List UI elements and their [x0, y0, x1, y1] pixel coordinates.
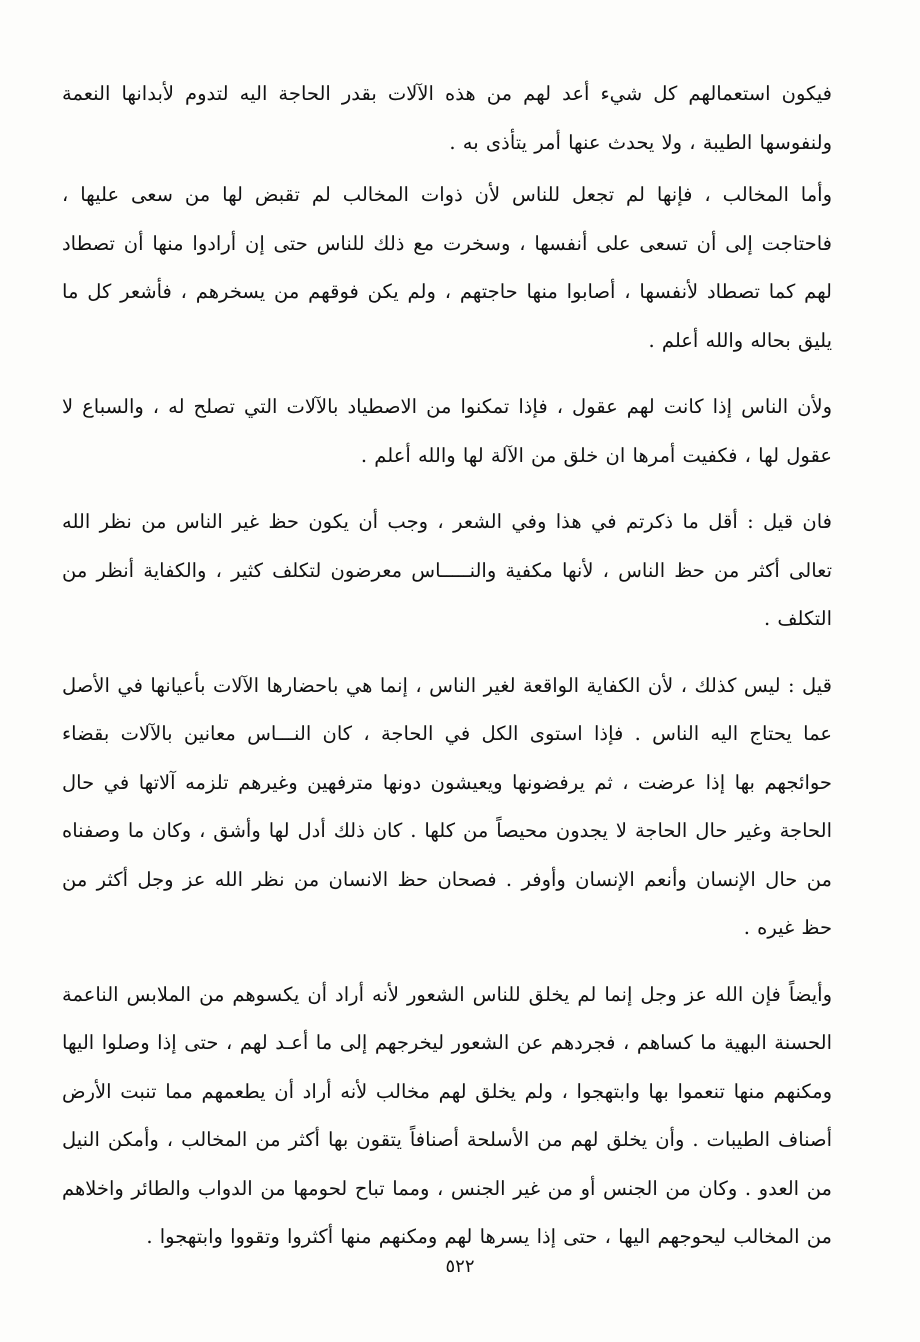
- paragraph-reply: قيل : ليس كذلك ، لأن الكفاية الواقعة لغير الناس ، إنما هي باحضارها الآلات بأعيانها في الأصل عما يحتاج اليه الناس . فإذا استوى الكل في الحاجة ، كان النـــاس معانين بالآلات بقضاء حوائجهم بها إذا عرضت ، ثم يرفضونها ويعيشون دونها مترفهين وغيرهم تلزمه آلاتها في حال الحاجة وغير حال الحاجة لا يجدون محيصاً من كلها . كان ذلك أدل لها وأشق ، وكان ما وصفناه من حال الإنسان وأنعم الإنسان وأوفر . فصحان حظ الانسان من نظر الله عز وجل أكثر من حظ غيره .: [62, 673, 832, 939]
- paragraph-objection: فان قيل : أقل ما ذكرتم في هذا وفي الشعر ، وجب أن يكون حظ غير الناس من نظر الله تعالى أكثر من حظ الناس ، لأنها مكفية والنـــــاس معرضون لتكلف كثير ، والكفاية أنظر من التكلف .: [62, 510, 832, 630]
- page-number: ٥٢٢: [445, 1256, 475, 1277]
- paragraph-furthermore: وأيضاً فإن الله عز وجل إنما لم يخلق للناس الشعور لأنه أراد أن يكسوهم من الملابس الناعمة الحسنة البهية ما كساهم ، فجردهم عن الشعور ليخرجهم إلى ما أعـد لهم ، حتى إذا وصلوا اليها ومكنهم منها تنعموا بها وابتهجوا ، ولم يخلق لهم مخالب لأنه أراد أن يطعمهم مما تنبت الأرض أصناف الطيبات . وأن يخلق لهم من الأسلحة أصنافاً يتقون بها أكثر من المخالب ، وأمكن النيل من العدو . وكان من الجنس أو من غير الجنس ، ومما تباح لحومها من الدواب والطائر واخلاهم من المخالب ليحوجهم اليها ، حتى إذا يسرها لهم ومكنهم منها أكثروا وتقووا وابتهجوا .: [62, 982, 832, 1248]
- paragraph-claws: وأما المخالب ، فإنها لم تجعل للناس لأن ذوات المخالب لم تقبض لها من سعى عليها ، فاحتاجت إلى أن تسعى على أنفسها ، وسخرت مع ذلك للناس حتى إن أرادوا منها أن تصطاد لهم كما تصطاد لأنفسها ، أصابوا منها حاجتهم ، ولم يكن فوقهم من يسخرهم ، فأشعر كل ما يليق بحاله والله أعلم .: [62, 183, 832, 352]
- paragraph-reason: ولأن الناس إذا كانت لهم عقول ، فإذا تمكنوا من الاصطياد بالآلات التي تصلح له ، والسباع لا عقول لها ، فكفيت أمرها ان خلق من الآلة لها والله أعلم .: [62, 395, 832, 467]
- page-body: [62, 70, 832, 1262]
- paragraph-spacer: [62, 953, 832, 971]
- paragraph-spacer: [62, 365, 832, 383]
- paragraph-spacer: [62, 480, 832, 498]
- paragraph-tools-usage: فيكون استعمالهم كل شيء أعد لهم من هذه الآلات بقدر الحاجة اليه لتدوم لأبدانها النعمة ولنفوسها الطيبة ، ولا يحدث عنها أمر يتأذى به .: [62, 82, 832, 154]
- paragraph-spacer: [62, 644, 832, 662]
